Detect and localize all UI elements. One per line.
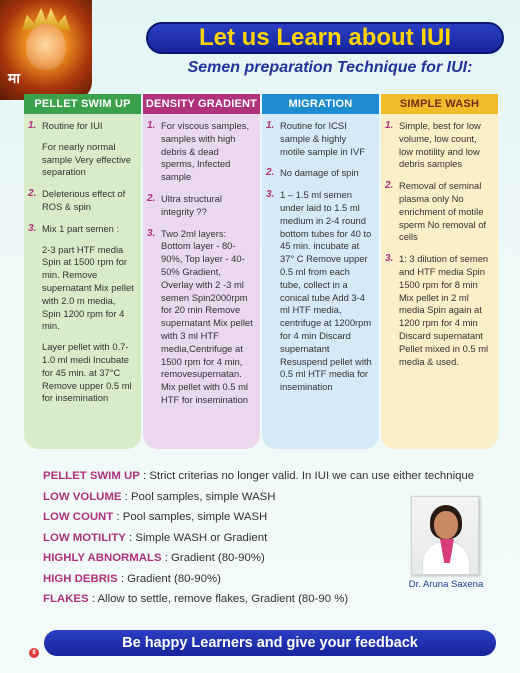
- note-label: FLAKES: [43, 593, 89, 605]
- column-heading: PELLET SWIM UP: [24, 94, 141, 114]
- note-label: LOW COUNT: [43, 511, 114, 523]
- logo-face: [26, 24, 66, 70]
- list-item: [147, 193, 254, 219]
- item-number: 1.: [147, 120, 156, 131]
- item-number: 1.: [28, 120, 37, 131]
- column-migration: [262, 94, 379, 449]
- item-text: Routine for IUI: [42, 120, 103, 131]
- list-item: [28, 188, 135, 214]
- item-number: 3.: [266, 189, 275, 201]
- item-number: 2.: [147, 192, 156, 204]
- item-number: 3.: [385, 253, 394, 265]
- photo-face: [434, 511, 458, 539]
- list-item: [266, 167, 373, 180]
- list-item: [28, 223, 135, 405]
- item-number: 2.: [385, 180, 394, 192]
- page-subtitle: Semen preparation Technique for IUI:: [187, 59, 473, 76]
- note-text: : Pool samples, simple WASH: [113, 511, 268, 523]
- note-line: [43, 589, 493, 610]
- item-number: 2.: [28, 188, 37, 200]
- item-text: Layer pellet with 0.7-1.0 ml medi Incubate for 45 min. at 37°C Remove upper 0.5 ml for insemination: [42, 341, 132, 404]
- footer-banner: Be happy Learners and give your feedback: [44, 630, 496, 656]
- list-item: [28, 120, 135, 179]
- author-name: Dr. Aruna Saxena: [408, 579, 484, 590]
- note-text: : Pool samples, simple WASH: [121, 490, 276, 503]
- note-text: : Gradient (80-90%): [161, 552, 265, 564]
- note-label: LOW VOLUME: [43, 490, 122, 503]
- note-label: LOW MOTILITY: [43, 531, 126, 544]
- note-label: PELLET SWIM UP: [43, 470, 140, 482]
- list-item: [147, 120, 254, 184]
- column-density-gradient: [143, 94, 260, 449]
- item-text: Ultra structural integrity ??: [161, 192, 222, 217]
- item-text: Two 2ml layers: Bottom layer - 80-90%, Top layer - 40-50% Gradient, Overlay with 2 -3 ml semen Spin2000rpm for 20 min Remove supernatant Mix pellet with 3 ml HTF media,Centrifuge at 1500 rpm for 4 min, removesupernatan. Mix pellet with 0.5 ml HTF for insemination: [161, 227, 253, 405]
- item-text: For viscous samples, samples with high debris & dead sperms, Infected sample: [161, 120, 250, 183]
- item-text: 2-3 part HTF media Spin at 1500 rpm for min. Remove supernatant Mix pellet with 2.0 m media, Spin 1200 rpm for 4 min.: [42, 243, 134, 332]
- column-heading: DENSITY GRADIENT: [143, 94, 260, 114]
- column-heading: SIMPLE WASH: [381, 94, 498, 114]
- item-text: Routine for ICSI sample & highly motile sample in IVF: [280, 120, 365, 157]
- item-text: 1 – 1.5 ml semen under laid to 1.5 ml medium in 2-4 round bottom tubes for 40 to 45 min. incubate at 37° C Remove upper 0.5 ml from each tube, collect in a conical tube Add 3-4 ml HTF media, centrifuge at 1200rpm for 4 min Discard supernatant Resuspend pellet with 0.5 ml HTF media for insemination: [280, 189, 372, 393]
- item-text: For nearly normal sample Very effective separation: [42, 140, 131, 178]
- item-text: Mix 1 part semen :: [42, 222, 120, 234]
- item-text: Removal of seminal plasma only No enrichment of motile sperm No removal of cells: [399, 180, 487, 243]
- note-line: [43, 466, 493, 487]
- item-number: 1.: [385, 120, 394, 131]
- note-text: : Allow to settle, remove flakes, Gradient (80-90 %): [88, 593, 349, 605]
- list-item: [266, 189, 373, 394]
- note-text: : Simple WASH or Gradient: [125, 531, 268, 544]
- note-text: : Strict criterias no longer valid. In IUI we can use either technique: [139, 470, 475, 482]
- list-item: [385, 180, 492, 244]
- item-number: 1.: [266, 120, 275, 131]
- item-text: Deleterious effect of ROS & spin: [42, 188, 126, 212]
- page-title: Let us Learn about IUI: [146, 22, 504, 54]
- list-item: [147, 228, 254, 407]
- note-label: HIGH DEBRIS: [43, 572, 118, 585]
- item-number: 2.: [266, 167, 275, 179]
- item-text: Simple, best for low volume, low count, low motility and low debris samples: [399, 120, 481, 170]
- list-item: [385, 253, 492, 368]
- logo-glyph: मा: [8, 70, 20, 86]
- note-label: HIGHLY ABNORMALS: [43, 552, 162, 564]
- list-item: [266, 120, 373, 158]
- column-heading: MIGRATION: [262, 94, 379, 114]
- item-text: 1: 3 dilution of semen and HTF media Spin 1500 rpm for 8 min Mix pellet in 2 ml media Spin again at 1200 rpm for 4 min Discard supernatant Pellet mixed in 0.5 ml media & used.: [399, 253, 489, 367]
- item-number: 3.: [147, 227, 156, 239]
- author-photo: [411, 496, 479, 575]
- column-pellet-swim-up: [24, 94, 141, 449]
- list-item: [385, 120, 492, 171]
- page-number: 8: [29, 648, 39, 658]
- item-text: No damage of spin: [280, 167, 359, 179]
- column-simple-wash: [381, 94, 498, 449]
- goddess-logo: [0, 0, 92, 100]
- item-number: 3.: [28, 222, 37, 234]
- note-text: : Gradient (80-90%): [117, 572, 221, 585]
